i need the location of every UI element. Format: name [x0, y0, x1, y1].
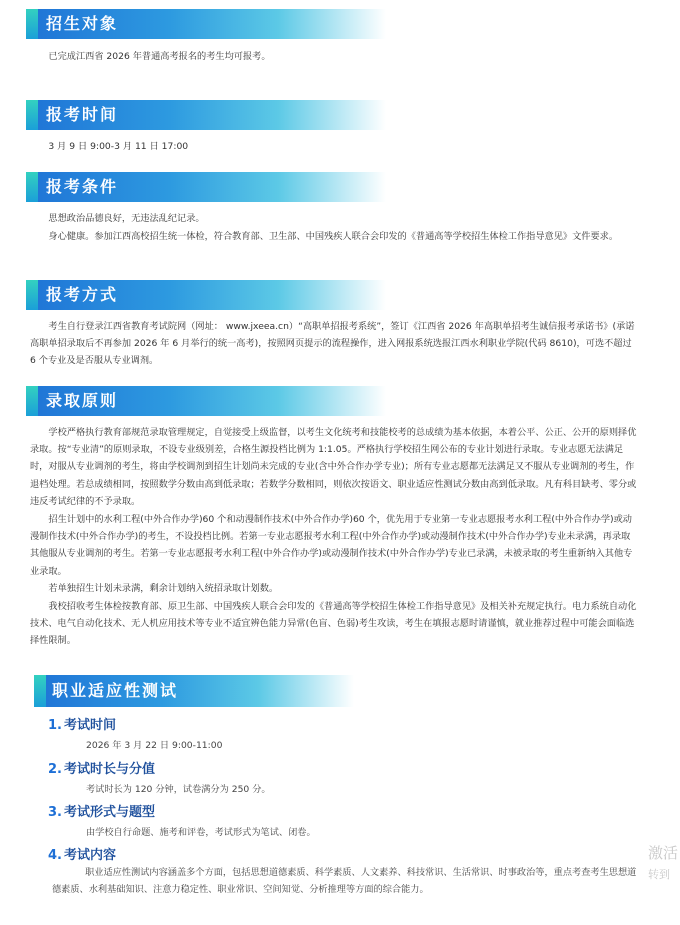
banner-accent [26, 280, 38, 310]
section-paragraph: 学校严格执行教育部规范录取管理规定，自觉接受上级监督，以考生文化统考和技能校考的总成绩为基本依据，本着公平、公正、公开的原则择优录取。按“专业清”的原则录取，不设专业级别差，合格生源投档比例为 1:1.05。严格执行学校招生网公布的专业计划进行录取。专业志愿无法满足时，对服从专业调剂的考生，将由学校调剂到招生计划尚未完成的专业(含中外合作办学专业)；所有专业志愿都无法满足又不服从专业调剂的考生，作退档处理。若总成绩相同，按照数学分数由高到低录取；若数学分数相同，则依次按语文、职业适应性测试分数由高到低录取。凡有科目缺考、零分或违反考试纪律的不予录取。 [30, 427, 637, 507]
section-title: 报考时间 [46, 105, 119, 124]
banner-accent [34, 675, 46, 707]
section-title: 录取原则 [46, 391, 119, 410]
section-paragraph: 若单独招生计划未录满，剩余计划纳入统招录取计划数。 [48, 583, 279, 594]
test-item-label: 考试内容 [63, 848, 116, 863]
section-banner-registration-time [26, 100, 386, 130]
section-title: 招生对象 [46, 14, 119, 33]
activation-watermark-line2: 转到 [648, 868, 670, 881]
section-title: 职业适应性测试 [52, 681, 179, 700]
section-paragraph: 招生计划中的水利工程(中外合作办学)60 个和动漫制作技术(中外合作办学)60 个，优先用于专业第一专业志愿报考水利工程(中外合作办学)或动漫制作技术(中外合作办学)的考生，不设投档比例。若第一专业志愿报考水利工程(中外合作办学)或动漫制作技术(中外合作办学)专业未录满，再录取其他服从专业调剂的考生。若第一专业志愿报考水利工程(中外合作办学)或动漫制作技术(中外合作办学)专业已录满，未被录取的考生重新纳入其他专业录取。 [30, 514, 633, 577]
test-item-number: 2. [48, 762, 62, 777]
section-banner-registration-method [26, 280, 386, 310]
test-item-title [48, 714, 116, 733]
test-item-text: 由学校自行命题、施考和评卷，考试形式为笔试、闭卷。 [86, 827, 316, 838]
test-item-number: 1. [48, 718, 62, 733]
section-paragraph: 思想政治品德良好，无违法乱纪记录。 [48, 213, 205, 224]
test-item-text: 2026 年 3 月 22 日 9:00-11:00 [86, 740, 223, 751]
banner-accent [26, 9, 38, 39]
section-paragraph: 3 月 9 日 9:00-3 月 11 日 17:00 [48, 141, 189, 152]
section-paragraph: 身心健康。参加江西高校招生统一体检，符合教育部、卫生部、中国残疾人联合会印发的《普通高等学校招生体检工作指导意见》文件要求。 [48, 231, 619, 242]
banner-accent [26, 100, 38, 130]
section-paragraph: 考生自行登录江西省教育考试院网（网址： www.jxeea.cn）“高职单招报考系统”，签订《江西省 2026 年高职单招考生诚信报考承诺书》(承诺高职单招录取后不再参加 2026 年 6 月举行的统一高考)，按照网页提示的流程操作，进入网报系统选报江西水利职业学院(代码 8610)，可选不超过 6 个专业及是否服从专业调剂。 [30, 321, 635, 367]
section-banner-admission-principles [26, 386, 386, 416]
activation-watermark-line1: 激活 [648, 844, 679, 862]
section-banner-aptitude-test [34, 675, 354, 707]
test-item-label: 考试形式与题型 [63, 805, 155, 820]
section-banner-admission-target [26, 9, 386, 39]
test-item-text: 考试时长为 120 分钟，试卷满分为 250 分。 [86, 784, 271, 795]
banner-accent [26, 172, 38, 202]
test-item-title [48, 844, 116, 863]
section-title: 报考条件 [46, 177, 119, 196]
test-item-label: 考试时间 [63, 718, 116, 733]
test-item-number: 4. [48, 848, 62, 863]
test-item-title [48, 758, 155, 777]
test-item-number: 3. [48, 805, 62, 820]
section-paragraph: 我校招收考生体检按教育部、原卫生部、中国残疾人联合会印发的《普通高等学校招生体检工作指导意见》及相关补充规定执行。电力系统自动化技术、电气自动化技术、无人机应用技术等专业不适宜辨色能力异常(色盲、色弱)考生攻读，考生在填报志愿时请谨慎，就业推荐过程中可能会面临选择性限制。 [30, 601, 637, 647]
section-title: 报考方式 [46, 285, 119, 304]
test-item-text: 职业适应性测试内容涵盖多个方面，包括思想道德素质、科学素质、人文素养、科技常识、生活常识、时事政治等，重点考查考生思想道德素质、水利基础知识、注意力稳定性、职业常识、空间知觉、分析推理等方面的综合能力。 [52, 867, 637, 895]
test-item-title [48, 801, 155, 820]
section-paragraph: 已完成江西省 2026 年普通高考报名的考生均可报考。 [48, 51, 271, 62]
section-banner-requirements [26, 172, 386, 202]
test-item-label: 考试时长与分值 [63, 762, 155, 777]
banner-accent [26, 386, 38, 416]
